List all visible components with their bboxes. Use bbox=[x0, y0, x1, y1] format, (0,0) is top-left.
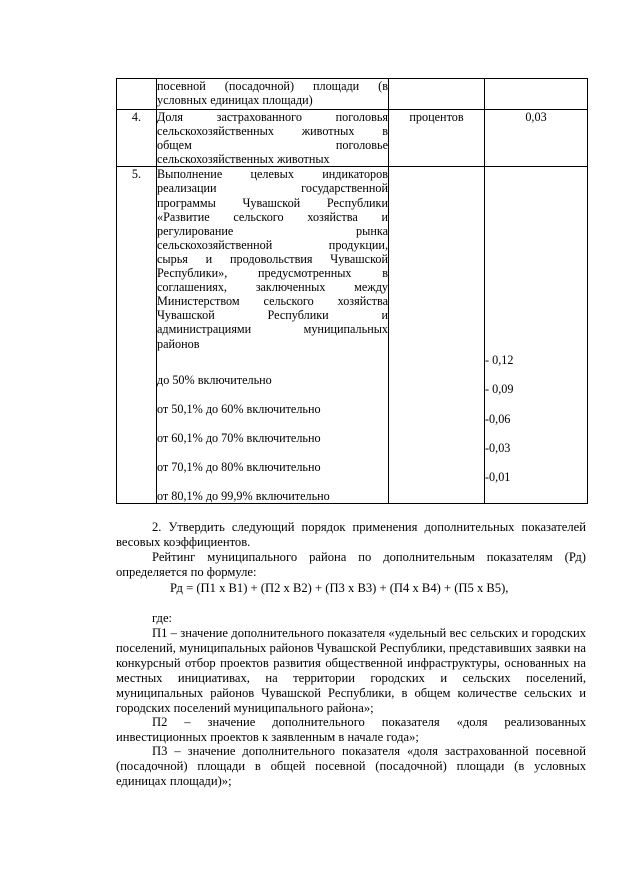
table-row bbox=[117, 110, 588, 167]
indicator-line: Выполнение целевых индикаторов bbox=[157, 167, 388, 182]
indicator-line: сельскохозяйственных животных в bbox=[157, 124, 388, 139]
paragraph-p3-definition: П3 – значение дополнительного показателя «доля застрахованной посевной (посадочной) площади в общей посевной (посадочной) площади (в условных единицах площади)»; bbox=[116, 744, 586, 788]
indicator-line: условных единицах площади) bbox=[157, 93, 313, 108]
indicator-line: Чувашской Республики и bbox=[157, 308, 388, 323]
range-label: от 80,1% до 99,9% включительно bbox=[157, 488, 330, 503]
indicator-line: «Развитие сельского хозяйства и bbox=[157, 209, 388, 224]
indicator-line: соглашениях, заключенных между bbox=[157, 280, 388, 295]
table-row bbox=[117, 167, 588, 504]
indicator-cell bbox=[157, 167, 389, 504]
paragraph-p2-definition: П2 – значение дополнительного показателя «доля реализованных инвестиционных проектов к заявленным в начале года»; bbox=[116, 715, 586, 744]
unit-cell: процентов bbox=[389, 110, 485, 167]
rating-formula: Рд = (П1 х В1) + (П2 х В2) + (П3 х В3) + (П4 х В4) + (П5 х В5), bbox=[170, 581, 509, 595]
coefficient-value: -0,01 bbox=[485, 469, 511, 484]
coefficient-value: -0,06 bbox=[485, 411, 511, 426]
indicator-cell bbox=[157, 110, 389, 167]
indicators-table bbox=[116, 78, 588, 504]
table-row bbox=[117, 79, 588, 110]
paragraph-approve-order: 2. Утвердить следующий порядок применения дополнительных показателей весовых коэффициентов. bbox=[116, 520, 586, 549]
row-number-cell bbox=[117, 79, 157, 110]
coefficient-value: - 0,12 bbox=[485, 353, 514, 368]
indicator-line: регулирование рынка bbox=[157, 223, 388, 238]
coefficient-value: - 0,09 bbox=[485, 382, 514, 397]
row-number: 5. bbox=[117, 167, 157, 504]
coefficient-value: -0,03 bbox=[485, 440, 511, 455]
paragraph-p1-definition: П1 – значение дополнительного показателя «удельный вес сельских и городских поселений, муниципальных районов Чувашской Республики, представивших заявки на конкурсный отбор проектов развития общественной инфраструктуры, основанных на местных инициативах, на территории городских и сельских поселений, муниципальных районов Чувашской Республики, в общем количестве сельских и городских поселений муниципального района»; bbox=[116, 626, 586, 715]
indicator-line: администрациями муниципальных bbox=[157, 322, 388, 337]
indicator-line: Министерством сельского хозяйства bbox=[157, 294, 388, 309]
value-cell bbox=[485, 167, 588, 504]
unit-cell bbox=[389, 79, 485, 110]
row-number: 4. bbox=[117, 110, 157, 167]
range-label: от 50,1% до 60% включительно bbox=[157, 401, 321, 416]
range-label: от 70,1% до 80% включительно bbox=[157, 459, 321, 474]
indicator-line: сельскохозяйственной продукции, bbox=[157, 237, 388, 252]
indicator-line: реализации государственной bbox=[157, 181, 388, 196]
indicator-line: Доля застрахованного поголовья bbox=[157, 110, 388, 124]
indicator-line: посевной (посадочной) площади (в bbox=[157, 79, 388, 93]
paragraph-rating-definition: Рейтинг муниципального района по дополнительным показателям (Рд) определяется по формуле: bbox=[116, 550, 586, 579]
value-cell bbox=[485, 79, 588, 110]
indicator-line: Республики», предусмотренных в bbox=[157, 266, 388, 281]
range-label: от 60,1% до 70% включительно bbox=[157, 430, 321, 445]
indicator-cell bbox=[157, 79, 389, 110]
indicator-line: общем поголовье bbox=[157, 138, 388, 153]
indicator-line: сырья и продовольствия Чувашской bbox=[157, 251, 388, 266]
range-label: до 50% включительно bbox=[157, 372, 272, 387]
where-label: где: bbox=[152, 611, 173, 625]
unit-cell bbox=[389, 167, 485, 504]
indicator-line: районов bbox=[157, 336, 200, 351]
indicator-line: сельскохозяйственных животных bbox=[157, 152, 330, 167]
indicator-line: программы Чувашской Республики bbox=[157, 195, 388, 210]
value-cell: 0,03 bbox=[485, 110, 588, 167]
